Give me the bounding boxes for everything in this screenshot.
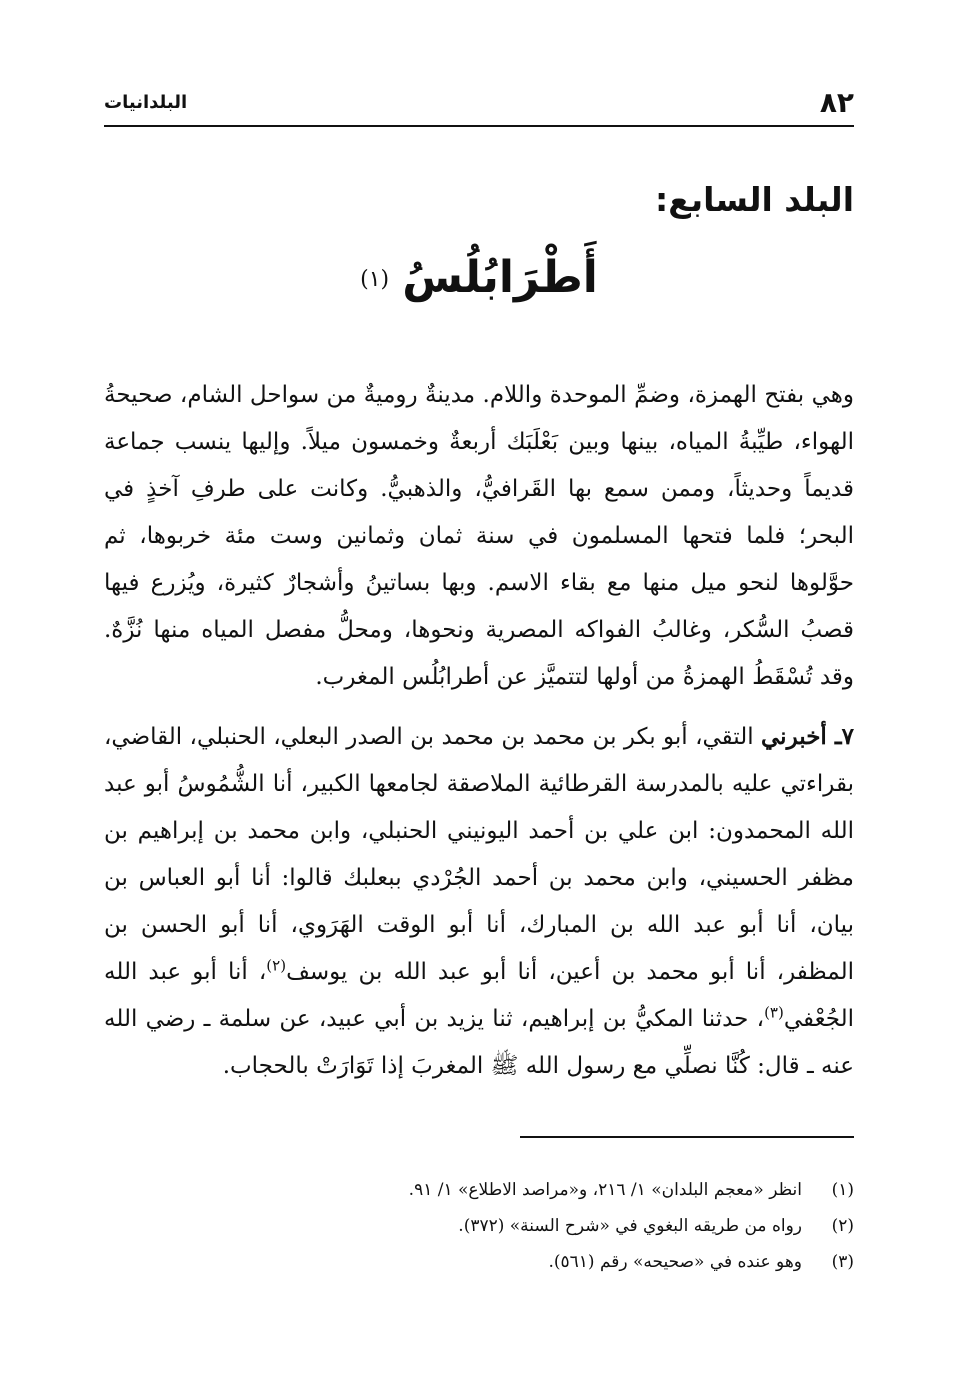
footnote-item [104, 1172, 854, 1208]
running-title: البلدانيات [104, 91, 188, 113]
footnote-divider [520, 1136, 854, 1138]
footnote-item [104, 1244, 854, 1280]
footnote-number: (٣) [831, 1252, 854, 1272]
footnotes-list [104, 1172, 854, 1280]
page-number: ٨٢ [819, 85, 854, 119]
header-divider [104, 125, 854, 127]
hadith-text-part-3: ، حدثنا المكيُّ بن إبراهيم، ثنا يزيد بن أبي عبيد، عن سلمة ـ رضي الله عنه ـ قال: كُنَّا نصلِّي مع رسول الله ﷺ المغربَ إذا تَوَارَتْ بالحجاب. [104, 1006, 854, 1079]
footnote-text: انظر «معجم البلدان» ١/ ٢١٦، و«مراصد الاطلاع» ١/ ٩١. [408, 1180, 802, 1200]
footnote-ref-1: (١) [360, 266, 390, 292]
chapter-title-text: أَطْرَابُلُسُ [402, 252, 598, 303]
paragraph-hadith [104, 713, 854, 1090]
footnote-ref-2: (٢) [266, 956, 287, 975]
footnote-number: (١) [831, 1180, 854, 1200]
footnote-item [104, 1208, 854, 1244]
running-head [104, 82, 854, 122]
paragraph-description: وهي بفتح الهمزة، وضمِّ الموحدة واللام. مدينةٌ روميةٌ من سواحل الشام، صحيحةُ الهواء، طيِّبةُ المياه، بينها وبين بَعْلَبَك أربعةٌ وخمسون ميلاً. وإليها ينسب جماعة قديماً وحديثاً، وممن سمع بها القَرافيُّ، والذهبيُّ. وكانت على طرفِ آخذٍ في البحر؛ فلما فتحها المسلمون في سنة ثمان وثمانين وست مئة خربوها، ثم حوَّلوها لنحو ميل منها مع بقاء الاسم. وبها بساتينُ وأشجارٌ كثيرة، ويُزرع فيها قصبُ السُّكر، وغالبُ الفواكه المصرية ونحوها، ومحلُّ مفصل المياه منها نُزَّهٌ. وقد تُسْقَطُ الهمزةُ من أولها لتتميَّز عن أطرابُلُس المغرب. [104, 382, 854, 690]
hadith-number: ٧ـ أخبرني [761, 723, 854, 750]
footnote-text: رواه من طريقه البغوي في «شرح السنة» (٣٧٢). [458, 1216, 802, 1236]
footnote-text: وهو عنده في «صحيحه» رقم (٥٦١). [548, 1252, 802, 1272]
chapter-title [0, 252, 958, 303]
footnote-number: (٢) [831, 1216, 854, 1236]
hadith-text-part-1: التقي، أبو بكر بن محمد بن محمد بن الصدر البعلي، الحنبلي، القاضي، بقراءتي عليه بالمدرسة القرطائية الملاصقة لجامعها الكبير، أنا الشُّمُوسُ أبو عبد الله المحمدون: ابن علي بن أحمد اليونيني الحنبلي، وابن محمد بن إبراهيم بن مظفر الحسيني، وابن محمد بن أحمد الجُرْدي ببعلبك قالوا: أنا أبو العباس بن بيان، أنا أبو عبد الله بن المبارك، أنا أبو الوقت الهَرَوي، أنا أبو الحسن بن المظفر، أنا أبو محمد بن أعين، أنا أبو عبد الله بن يوسف [104, 724, 854, 985]
hadith-text-part-2: ، أنا أبو عبد الله الجُعْفي [104, 959, 854, 1032]
section-title: البلد السابع: [655, 180, 854, 219]
footnote-ref-3: (٣) [764, 1003, 784, 1022]
